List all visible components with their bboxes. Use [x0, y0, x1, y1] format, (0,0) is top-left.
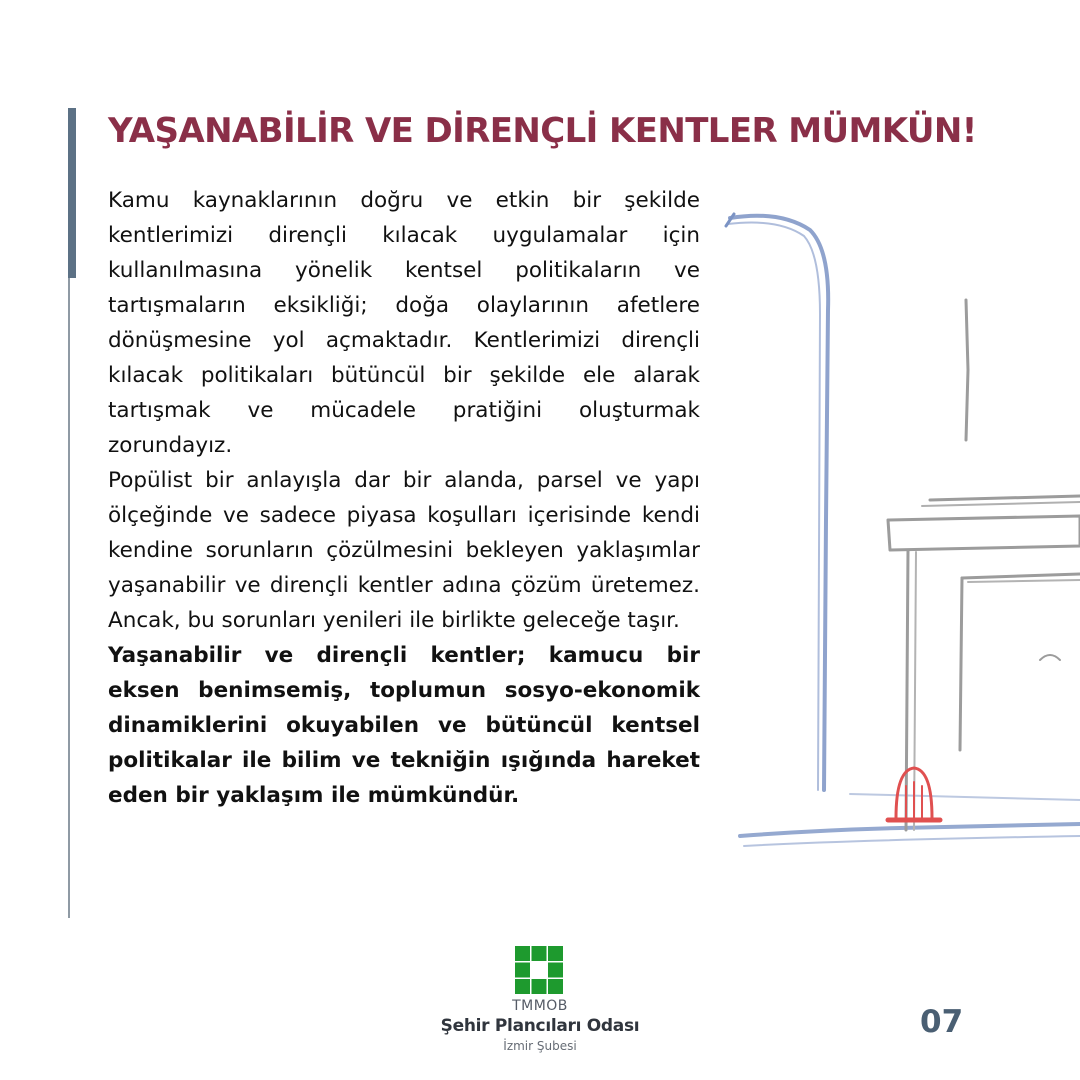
paragraph-2: Popülist bir anlayışla dar bir alanda, parsel ve yapı ölçeğinde ve sadece piyasa koşulları içerisinde kendi kendine sorunların çözülmesini bekleyen yaklaşımlar yaşanabilir ve dirençli kentler adına çözüm üretemez. Ancak, bu sorunları yenileri ile birlikte geleceğe taşır. — [108, 468, 700, 633]
logo-line-branch: İzmir Şubesi — [503, 1039, 577, 1053]
accent-line — [68, 278, 70, 918]
body-text — [108, 183, 700, 813]
logo-line-tmmob: TMMOB — [512, 998, 568, 1014]
architectural-sketch — [700, 190, 1080, 870]
paragraph-3-bold: Yaşanabilir ve dirençli kentler; kamucu bir eksen benimsemiş, toplumun sosyo-ekonomik dinamiklerini okuyabilen ve bütüncül kentsel politikalar ile bilim ve tekniğin ışığında hareket eden bir yaklaşım ile mümkündür. — [108, 643, 700, 808]
page-title: YAŞANABİLİR VE DİRENÇLİ KENTLER MÜMKÜN! — [108, 111, 977, 151]
tmmob-logo-icon — [515, 946, 563, 994]
accent-bar — [68, 108, 76, 278]
logo-line-organization: Şehir Plancıları Odası — [440, 1016, 640, 1036]
page-number: 07 — [920, 1004, 964, 1040]
paragraph-1: Kamu kaynaklarının doğru ve etkin bir şekilde kentlerimizi dirençli kılacak uygulamalar için kullanılmasına yönelik kentsel politikaların ve tartışmaların eksikliği; doğa olaylarının afetlere dönüşmesine yol açmaktadır. Kentlerimizi dirençli kılacak politikaları bütüncül bir şekilde ele alarak tartışmak ve mücadele pratiğini oluşturmak zorundayız. — [108, 188, 700, 458]
